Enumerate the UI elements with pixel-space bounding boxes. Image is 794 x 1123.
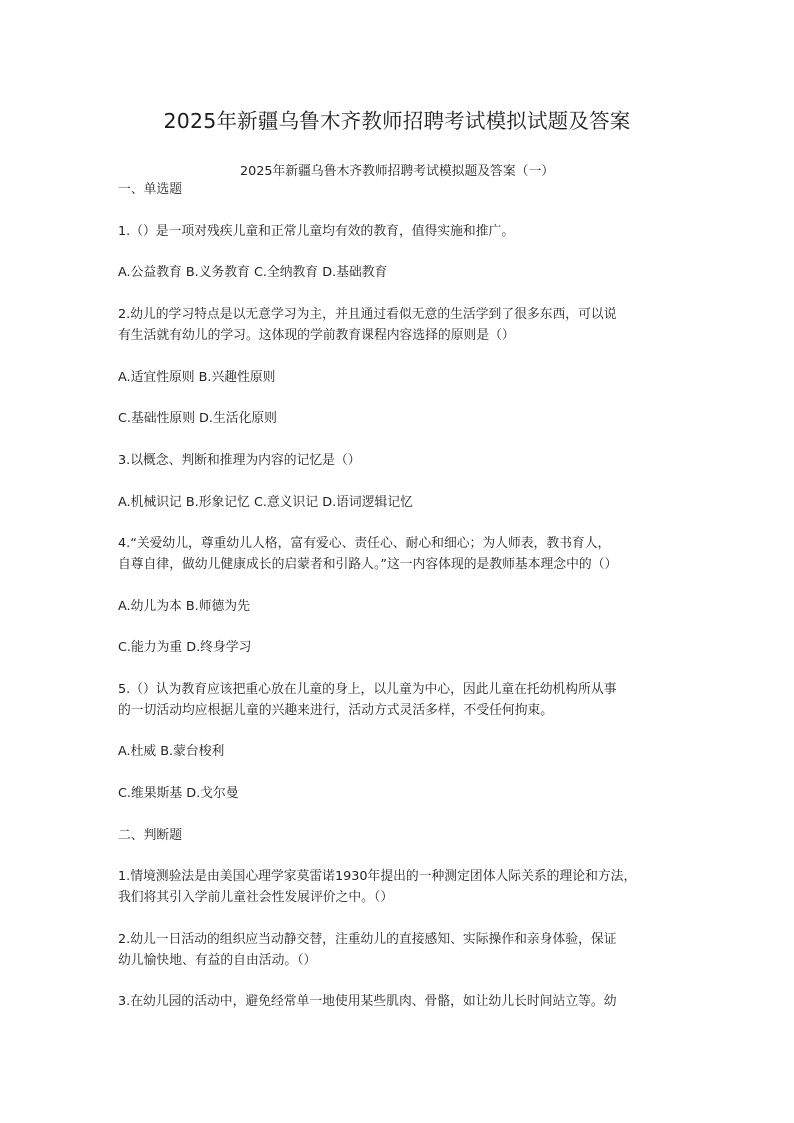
question-5-line-2: 的一切活动均应根据儿童的兴趣来进行，活动方式灵活多样，不受任何拘束。 bbox=[118, 703, 554, 718]
question-2-options-cd: C.基础性原则 D.生活化原则 bbox=[118, 411, 277, 426]
question-4-line-2: 自尊自律，做幼儿健康成长的启蒙者和引路人。”这一内容体现的是教师基本理念中的（） bbox=[118, 557, 618, 572]
section-heading-true-false: 二、判断题 bbox=[118, 828, 182, 843]
document-subtitle: 2025年新疆乌鲁木齐教师招聘考试模拟题及答案（一） bbox=[239, 164, 555, 179]
question-4-options-ab: A.幼儿为本 B.师德为先 bbox=[118, 599, 250, 614]
question-1: 1.（）是一项对残疾儿童和正常儿童均有效的教育，值得实施和推广。 bbox=[118, 224, 515, 239]
question-2-line-2: 有生活就有幼儿的学习。这体现的学前教育课程内容选择的原则是（） bbox=[118, 328, 515, 343]
judgment-3-line-1: 3.在幼儿园的活动中，避免经常单一地使用某些肌肉、骨骼，如让幼儿长时间站立等。幼 bbox=[118, 994, 617, 1009]
judgment-2-line-2: 幼儿愉快地、有益的自由活动。（） bbox=[118, 953, 317, 968]
document-title: 2025年新疆乌鲁木齐教师招聘考试模拟试题及答案 bbox=[163, 109, 631, 133]
judgment-2-line-1: 2.幼儿一日活动的组织应当动静交替，注重幼儿的直接感知、实际操作和亲身体验，保证 bbox=[118, 932, 617, 947]
question-5-line-1: 5.（）认为教育应该把重心放在儿童的身上，以儿童为中心，因此儿童在托幼机构所从事 bbox=[118, 682, 617, 697]
section-heading-single-choice: 一、单选题 bbox=[118, 182, 182, 197]
question-2-line-1: 2.幼儿的学习特点是以无意学习为主，并且通过看似无意的生活学到了很多东西，可以说 bbox=[118, 307, 617, 322]
question-1-options: A.公益教育 B.义务教育 C.全纳教育 D.基础教育 bbox=[118, 265, 388, 280]
question-3: 3.以概念、判断和推理为内容的记忆是（） bbox=[118, 453, 361, 468]
question-4-line-1: 4.“关爱幼儿，尊重幼儿人格，富有爱心、责任心、耐心和细心；为人师表，教书育人， bbox=[118, 536, 611, 551]
question-5-options-ab: A.杜威 B.蒙台梭利 bbox=[118, 744, 225, 759]
judgment-1-line-1: 1.情境测验法是由美国心理学家莫雷诺1930年提出的一种测定团体人际关系的理论和方法， bbox=[118, 869, 637, 884]
question-5-options-cd: C.维果斯基 D.戈尔曼 bbox=[118, 786, 239, 801]
question-2-options-ab: A.适宜性原则 B.兴趣性原则 bbox=[118, 370, 276, 385]
judgment-1-line-2: 我们将其引入学前儿童社会性发展评价之中。（） bbox=[118, 890, 394, 905]
question-4-options-cd: C.能力为重 D.终身学习 bbox=[118, 640, 252, 655]
question-3-options: A.机械识记 B.形象记忆 C.意义识记 D.语词逻辑记忆 bbox=[118, 495, 413, 510]
